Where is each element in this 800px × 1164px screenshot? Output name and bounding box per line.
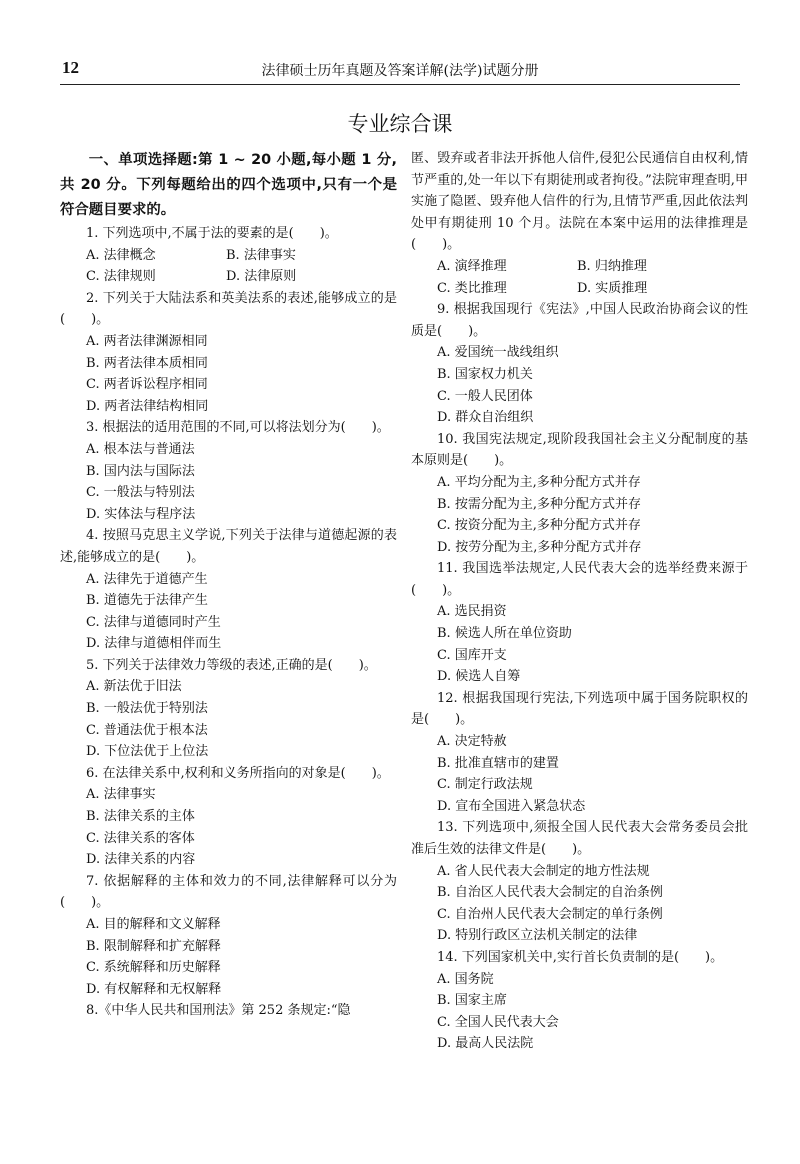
- option: A. 法律先于道德产生: [86, 571, 208, 587]
- question-7: 7. 依据解释的主体和效力的不同,法律解释可以分为( )。: [60, 873, 397, 911]
- option: A. 两者法律渊源相同: [86, 333, 208, 349]
- option: B. 归纳推理: [577, 258, 647, 274]
- option: C. 自治州人民代表大会制定的单行条例: [437, 906, 663, 922]
- option: D. 下位法优于上位法: [86, 744, 209, 760]
- question-5: 5. 下列关于法律效力等级的表述,正确的是( )。: [86, 657, 377, 673]
- question-9: 9. 根据我国现行《宪法》,中国人民政治协商会议的性质是( )。: [411, 302, 748, 339]
- option: C. 按资分配为主,多种分配方式并存: [437, 518, 641, 534]
- right-column: [411, 148, 748, 1055]
- option: B. 按需分配为主,多种分配方式并存: [437, 496, 641, 512]
- option: D. 实质推理: [577, 280, 648, 296]
- option: B. 一般法优于特别法: [86, 701, 208, 717]
- option: D. 最高人民法院: [437, 1036, 534, 1052]
- option: D. 按劳分配为主,多种分配方式并存: [437, 539, 642, 555]
- question-8-start: 8.《中华人民共和国刑法》第 252 条规定:“隐: [86, 1003, 351, 1019]
- question-10: 10. 我国宪法规定,现阶段我国社会主义分配制度的基本原则是( )。: [411, 431, 748, 469]
- question-1: 1. 下列选项中,不属于法的要素的是( )。: [86, 226, 338, 241]
- option: D. 法律与道德相伴而生: [86, 636, 222, 652]
- option: A. 爱国统一战线组织: [437, 345, 559, 361]
- option: A. 演绎推理: [437, 258, 507, 274]
- instructions: 一、单项选择题:第 1 ~ 20 小题,每小题 1 分,共 20 分。下列每题给出的四个选项中,只有一个是符合题目要求的。: [60, 152, 398, 218]
- question-1-options-row-2: [60, 266, 397, 288]
- question-8-options-row-2: [411, 278, 748, 300]
- option: A. 目的解释和文义解释: [86, 917, 221, 932]
- option: B. 法律事实: [226, 247, 296, 263]
- question-8-continued: 匿、毁弃或者非法开拆他人信件,侵犯公民通信自由权利,情节严重的,处一年以下有期徒刑或者拘役。”法院审理查明,甲实施了隐匿、毁弃他人信件的行为,且情节严重,因此依法判处甲有期徒刑 10 个月。法院在本案中运用的法律推理是( )。: [411, 151, 748, 253]
- option: C. 一般法与特别法: [86, 485, 195, 501]
- option: B. 两者法律本质相同: [86, 355, 208, 371]
- option: C. 法律与道德同时产生: [86, 614, 221, 630]
- option: D. 宣布全国进入紧急状态: [437, 798, 586, 814]
- option: A. 决定特赦: [437, 734, 507, 750]
- option: D. 有权解释和无权解释: [86, 981, 222, 997]
- option: C. 全国人民代表大会: [437, 1014, 559, 1030]
- option: B. 候选人所在单位资助: [437, 626, 572, 642]
- option: C. 一般人民团体: [437, 388, 533, 404]
- option: D. 候选人自筹: [437, 669, 521, 685]
- option: A. 法律事实: [86, 787, 156, 803]
- option: C. 两者诉讼程序相同: [86, 377, 208, 393]
- option: B. 国内法与国际法: [86, 463, 195, 479]
- left-column: [60, 148, 397, 1022]
- option: B. 法律关系的主体: [86, 809, 195, 825]
- option: A. 法律概念: [86, 247, 156, 263]
- option: C. 类比推理: [437, 280, 507, 296]
- question-8-options-row-1: [411, 256, 748, 278]
- question-1-options-row-1: [60, 245, 397, 267]
- question-13: 13. 下列选项中,须报全国人民代表大会常务委员会批准后生效的法律文件是( )。: [411, 820, 748, 857]
- option: C. 国库开支: [437, 647, 507, 663]
- question-3: 3. 根据法的适用范围的不同,可以将法划分为( )。: [86, 420, 390, 436]
- option: C. 法律规则: [86, 269, 156, 285]
- option: A. 省人民代表大会制定的地方性法规: [437, 863, 650, 879]
- question-11: 11. 我国选举法规定,人民代表大会的选举经费来源于( )。: [411, 561, 748, 598]
- option: A. 选民捐资: [437, 604, 507, 620]
- option: A. 国务院: [437, 971, 494, 987]
- option: C. 法律关系的客体: [86, 830, 195, 846]
- page-number: 12: [62, 58, 79, 77]
- option: D. 法律关系的内容: [86, 852, 196, 868]
- option: D. 法律原则: [226, 269, 297, 285]
- option: D. 两者法律结构相同: [86, 398, 209, 414]
- option: C. 普通法优于根本法: [86, 722, 208, 738]
- question-4: 4. 按照马克思主义学说,下列关于法律与道德起源的表述,能够成立的是( )。: [60, 528, 397, 565]
- question-12: 12. 根据我国现行宪法,下列选项中属于国务院职权的是( )。: [411, 690, 748, 728]
- running-title: 法律硕士历年真题及答案详解(法学)试题分册: [261, 63, 539, 79]
- option: B. 国家权力机关: [437, 366, 533, 382]
- option: B. 批准直辖市的建置: [437, 755, 559, 771]
- question-2: 2. 下列关于大陆法系和英美法系的表述,能够成立的是( )。: [60, 290, 397, 328]
- option: D. 群众自治组织: [437, 410, 534, 426]
- option: B. 自治区人民代表大会制定的自治条例: [437, 885, 663, 901]
- option: B. 国家主席: [437, 993, 507, 1009]
- option: D. 特别行政区立法机关制定的法律: [437, 928, 638, 944]
- section-title: 专业综合课: [347, 112, 453, 136]
- option: B. 道德先于法律产生: [86, 593, 208, 609]
- page-header: [60, 58, 740, 85]
- option: A. 根本法与普通法: [86, 441, 195, 457]
- option: D. 实体法与程序法: [86, 506, 196, 522]
- option: C. 制定行政法规: [437, 777, 533, 793]
- option: B. 限制解释和扩充解释: [86, 938, 221, 954]
- question-14: 14. 下列国家机关中,实行首长负责制的是( )。: [437, 949, 724, 965]
- option: A. 平均分配为主,多种分配方式并存: [437, 474, 641, 490]
- option: A. 新法优于旧法: [86, 679, 182, 695]
- option: C. 系统解释和历史解释: [86, 960, 221, 976]
- question-6: 6. 在法律关系中,权利和义务所指向的对象是( )。: [86, 765, 390, 781]
